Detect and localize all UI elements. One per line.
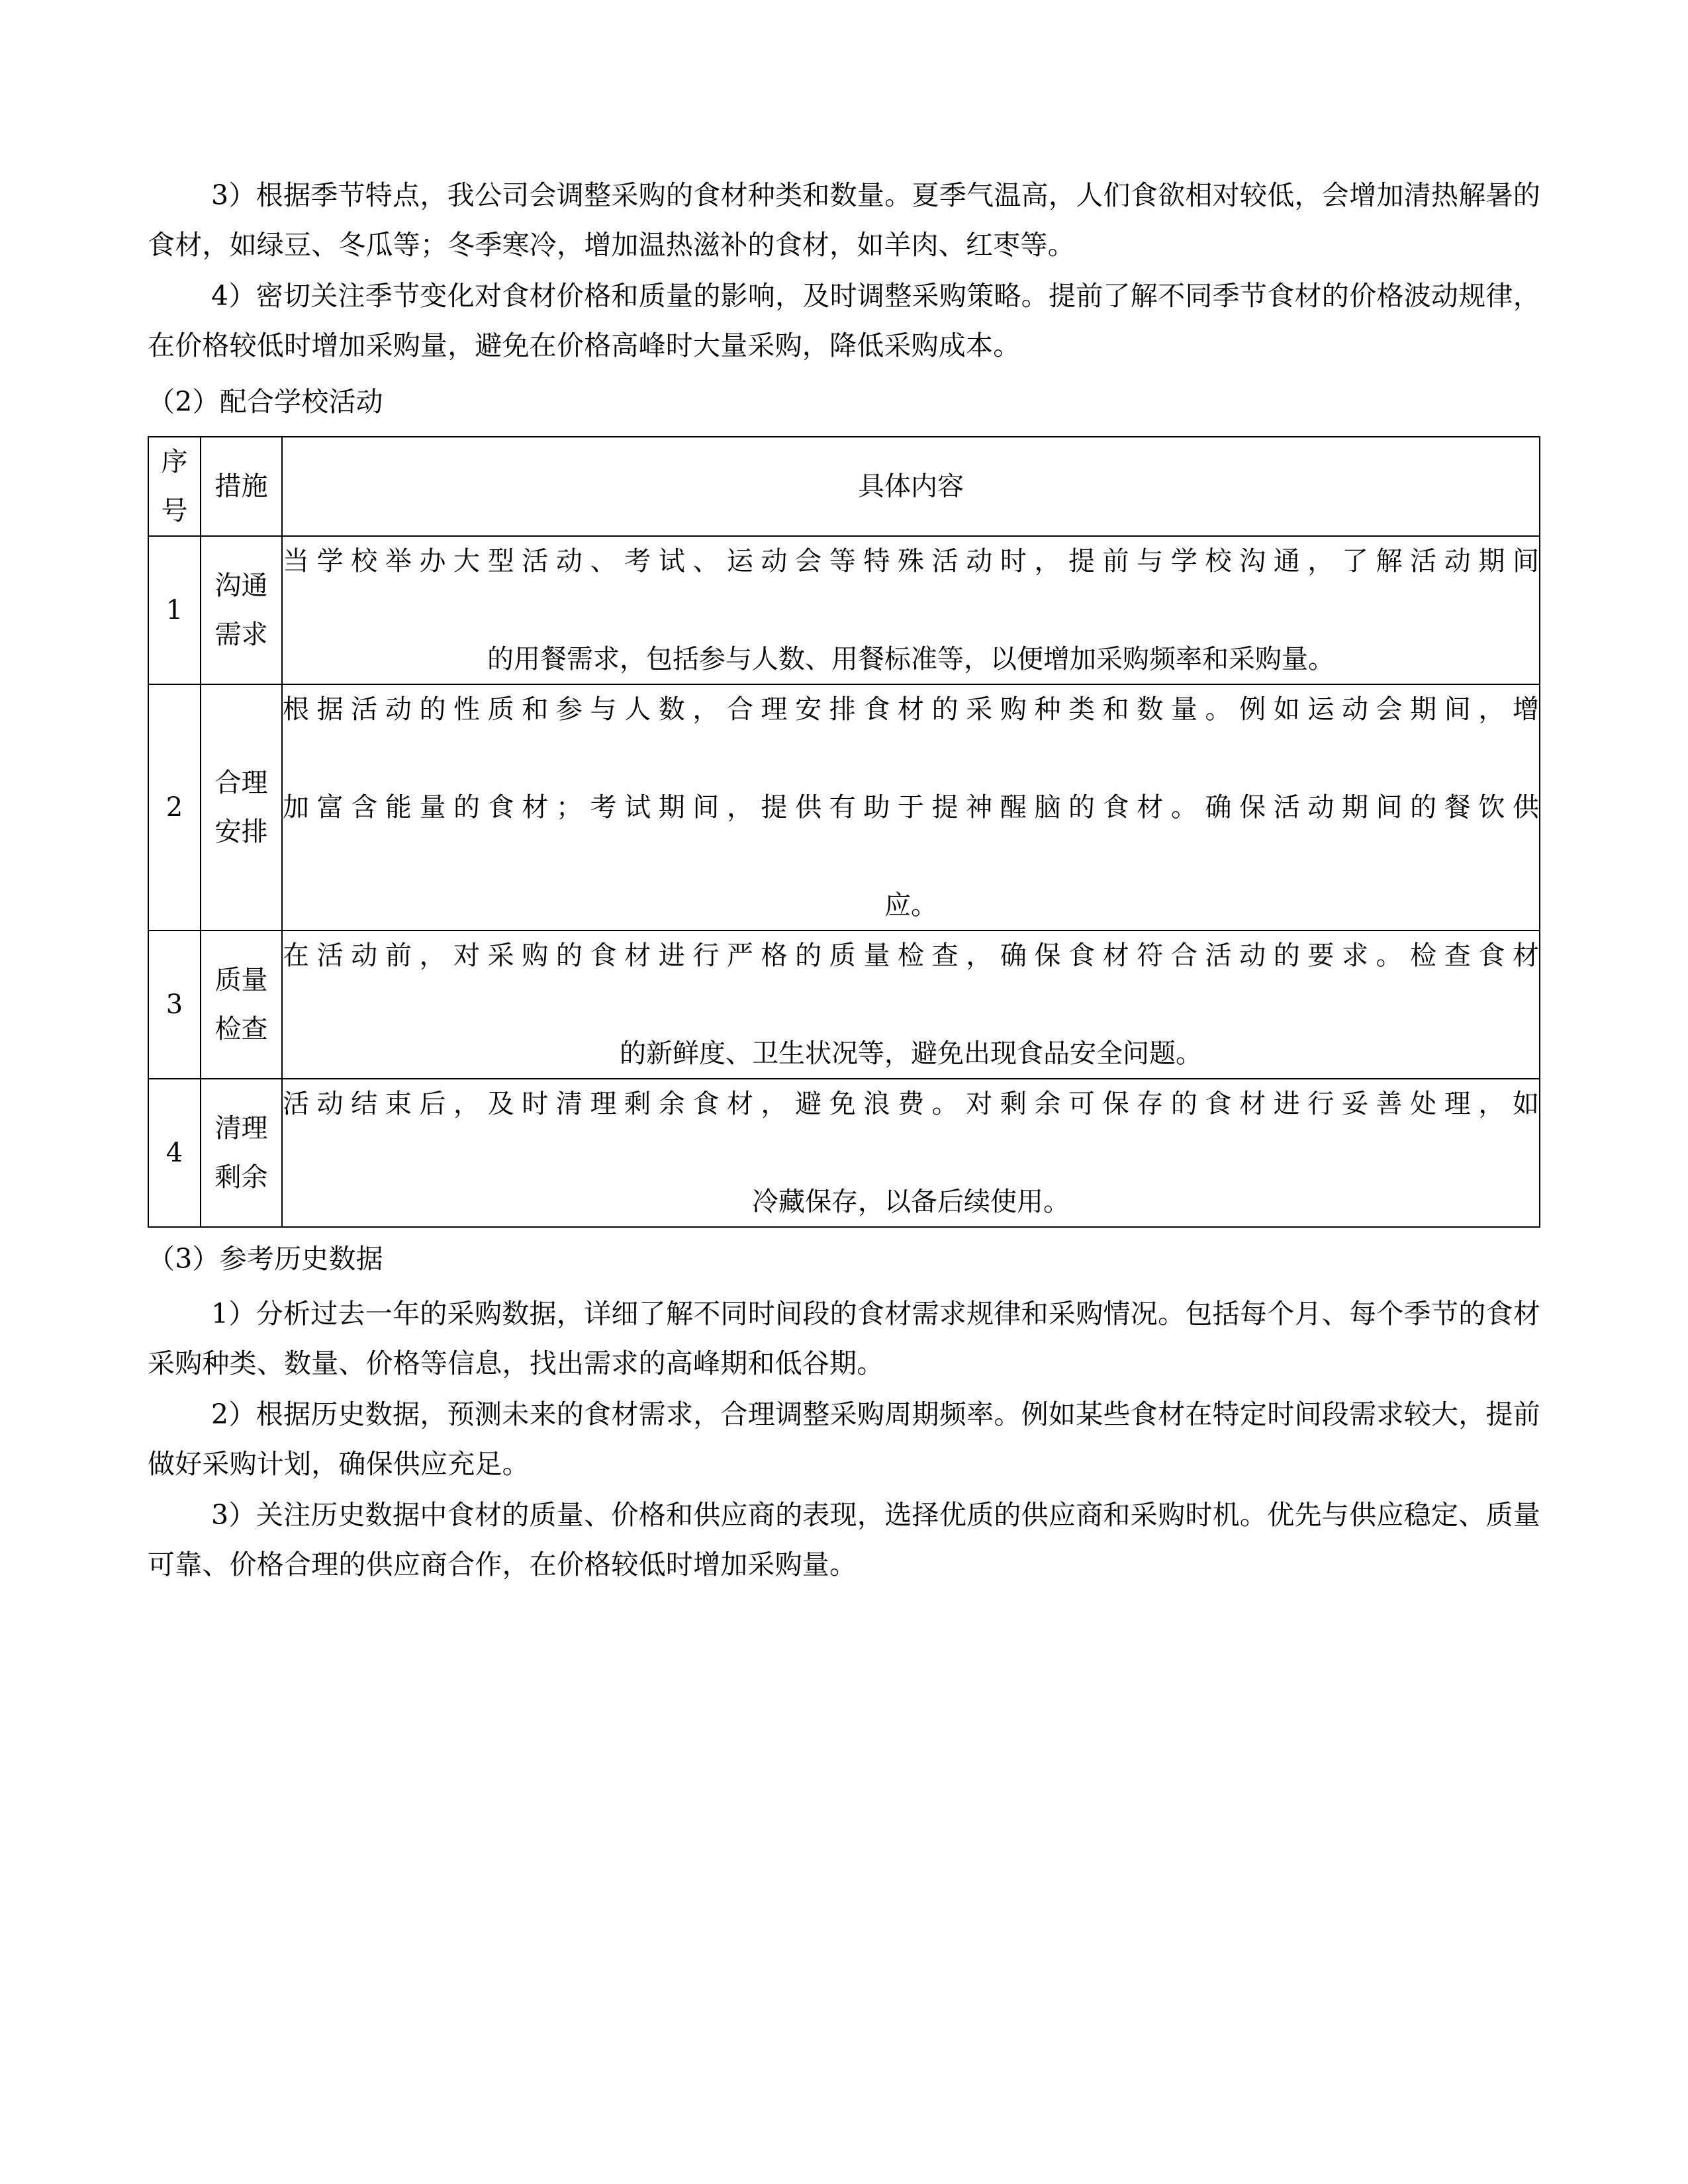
measures-table (148, 436, 1540, 1228)
row-serial-number: 2 (148, 684, 201, 931)
row-content (282, 536, 1540, 684)
table-row (148, 684, 1540, 931)
measure-line-1: 质量 (214, 965, 268, 995)
content-line-1: 当学校举办大型活动、考试、运动会等特殊活动时，提前与学校沟通，了解活动期间 (283, 546, 1539, 576)
measure-line-1: 清理 (214, 1113, 268, 1144)
row-measure (201, 536, 282, 684)
measure-line-2: 安排 (214, 817, 268, 847)
row-content (282, 684, 1540, 931)
row-measure (201, 684, 282, 931)
table-header-row (148, 437, 1540, 536)
content-line-2: 加富含能量的食材；考试期间，提供有助于提神醒脑的食材。确保活动期间的餐饮供 (283, 792, 1539, 823)
page-content (148, 171, 1540, 1591)
row-content (282, 1079, 1540, 1227)
measure-line-2: 检查 (214, 1014, 268, 1044)
row-content (282, 931, 1540, 1079)
content-line-1: 在活动前，对采购的食材进行严格的质量检查，确保食材符合活动的要求。检查食材 (283, 940, 1539, 971)
serial-header-char-2: 号 (161, 496, 188, 526)
content-line-3: 应。 (884, 890, 937, 921)
paragraph-1-analyze-past-year: 1）分析过去一年的采购数据，详细了解不同时间段的食材需求规律和采购情况。包括每个月、每个季节的食材采购种类、数量、价格等信息，找出需求的高峰期和低谷期。 (148, 1298, 1540, 1379)
row-serial-number: 3 (148, 931, 201, 1079)
column-header-serial-number (148, 437, 201, 536)
column-header-measure: 措施 (201, 437, 282, 536)
measure-line-1: 沟通 (214, 570, 268, 601)
measure-line-2: 需求 (214, 619, 268, 650)
section-heading-school-activities: （2）配合学校活动 (148, 386, 383, 418)
content-line-1: 根据活动的性质和参与人数，合理安排食材的采购种类和数量。例如运动会期间，增 (283, 694, 1539, 725)
paragraph-3-seasonal-adjustment: 3）根据季节特点，我公司会调整采购的食材种类和数量。夏季气温高，人们食欲相对较低，会增加清热解暑的食材，如绿豆、冬瓜等；冬季寒冷，增加温热滋补的食材，如羊肉、红枣等。 (148, 179, 1540, 261)
table-row (148, 931, 1540, 1079)
column-header-content: 具体内容 (282, 437, 1540, 536)
serial-header-char-1: 序 (161, 447, 188, 477)
content-line-2: 的新鲜度、卫生状况等，避免出现食品安全问题。 (620, 1038, 1202, 1069)
row-serial-number: 4 (148, 1079, 201, 1227)
content-line-1: 活动结束后，及时清理剩余食材，避免浪费。对剩余可保存的食材进行妥善处理，如 (283, 1089, 1539, 1119)
section-heading-historical-data: （3）参考历史数据 (148, 1243, 383, 1275)
row-measure (201, 931, 282, 1079)
row-serial-number: 1 (148, 536, 201, 684)
content-line-2: 冷藏保存，以备后续使用。 (752, 1187, 1070, 1217)
paragraph-4-price-monitoring: 4）密切关注季节变化对食材价格和质量的影响，及时调整采购策略。提前了解不同季节食材的价格波动规律，在价格较低时增加采购量，避免在价格高峰时大量采购，降低采购成本。 (148, 280, 1540, 361)
measure-line-2: 剩余 (214, 1162, 268, 1193)
table-row (148, 536, 1540, 684)
measure-line-1: 合理 (214, 768, 268, 798)
paragraph-3-supplier-selection: 3）关注历史数据中食材的质量、价格和供应商的表现，选择优质的供应商和采购时机。优先与供应稳定、质量可靠、价格合理的供应商合作，在价格较低时增加采购量。 (148, 1499, 1540, 1580)
table-row (148, 1079, 1540, 1227)
paragraph-2-forecast-demand: 2）根据历史数据，预测未来的食材需求，合理调整采购周期频率。例如某些食材在特定时间段需求较大，提前做好采购计划，确保供应充足。 (148, 1398, 1540, 1480)
content-line-2: 的用餐需求，包括参与人数、用餐标准等，以便增加采购频率和采购量。 (487, 644, 1335, 674)
row-measure (201, 1079, 282, 1227)
